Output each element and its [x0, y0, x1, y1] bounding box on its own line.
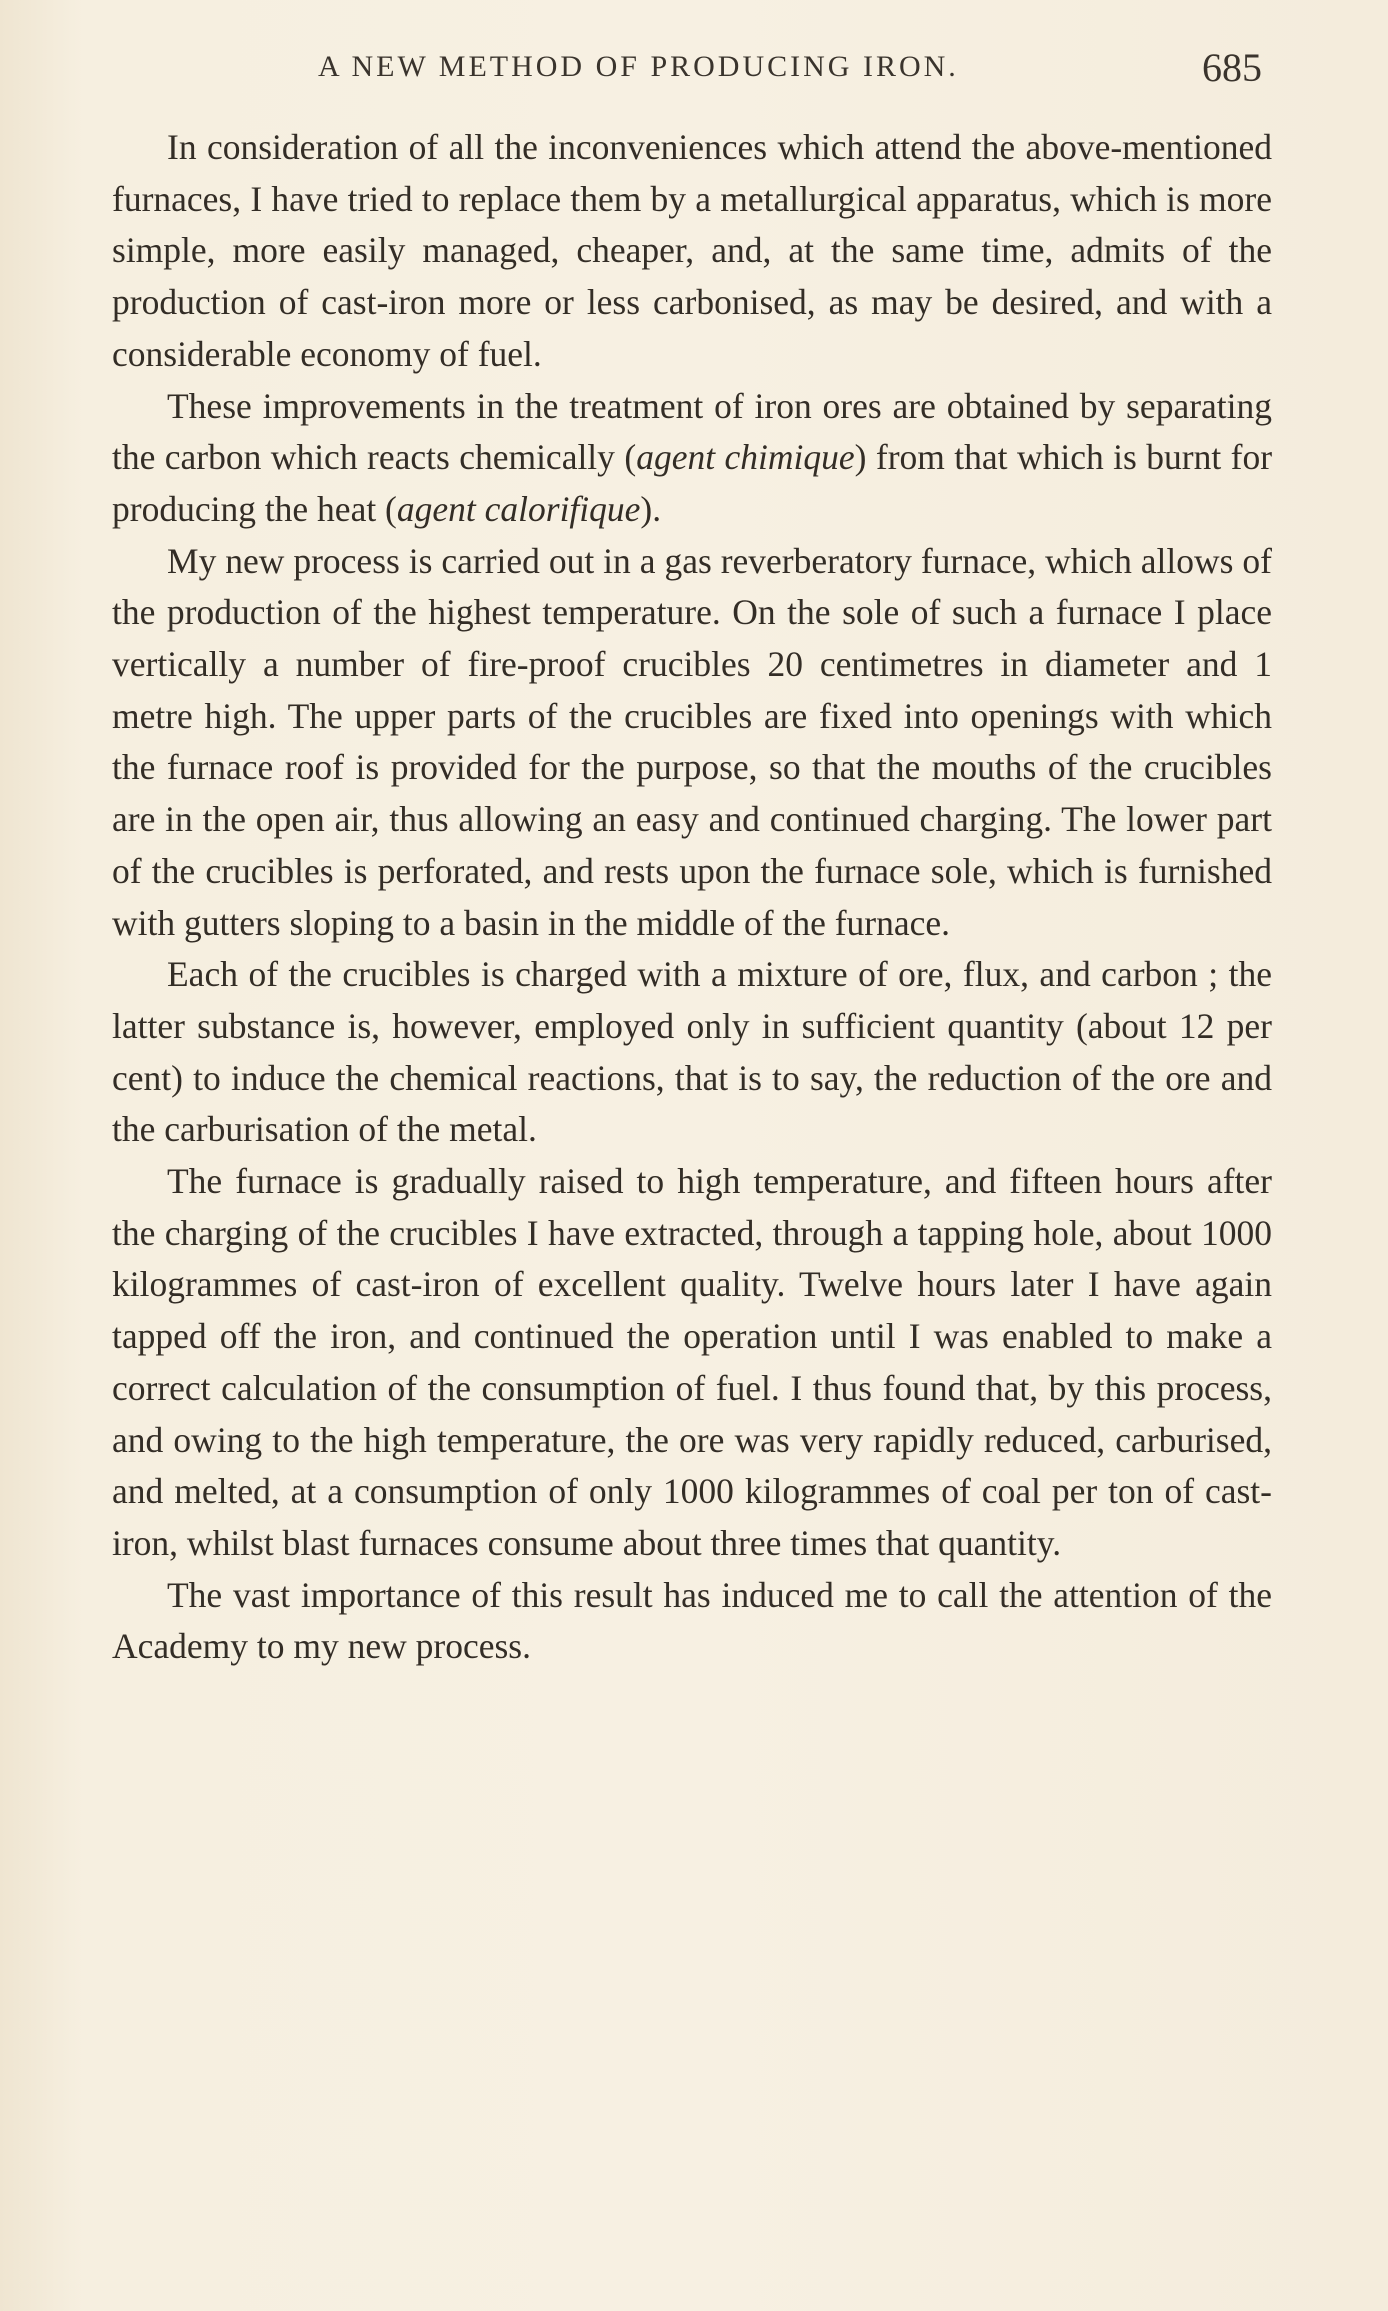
paragraph-1: In consideration of all the inconveniences which attend the above-mentioned furnaces, I have tried to replace them by a metallurgical apparatus, which is more simple, more easily managed, cheaper, and, at the same time, admits of the production of cast-iron more or less carbonised, as may be desired, and with a considerable economy of fuel. — [112, 127, 1272, 374]
running-head-title: A NEW METHOD OF PRODUCING IRON. — [318, 50, 959, 83]
paragraph-2-text-c: ) from that which is burnt for producing the heat ( — [112, 437, 1273, 529]
paragraph-2-text-a: These improvements in the treatment of iron ores are obtained by separating the carbon which reacts chemically ( — [112, 385, 1272, 478]
paragraph-5: The furnace is gradually raised to high temperature, and fifteen hours after the charging of the crucibles I have extracted, through a tapping hole, about 1000 kilogrammes of cast-iron of excellent quality. Twelve hours later I have again tapped off the iron, and continued the operation until I was enabled to make a correct calculation of the consumption of fuel. I thus found that, by this process, and owing to the high temperature, the ore was very rapidly reduced, carburised, and melted, at a consumption of only 1000 kilogrammes of coal per ton of cast-iron, whilst blast furnaces consume about three times that quantity. — [112, 1161, 1272, 1563]
paragraph-2 — [112, 381, 1272, 536]
paragraph-2-text-e: ). — [640, 488, 662, 529]
paragraph-4: Each of the crucibles is charged with a mixture of ore, flux, and carbon ; the latter substance is, however, employed only in sufficient quantity (about 12 per cent) to induce the chemical reactions, that is to say, the reduction of the ore and the carburisation of the metal. — [112, 954, 1272, 1150]
paragraph-6: The vast importance of this result has induced me to call the attention of the Academy to my new process. — [112, 1574, 1272, 1667]
agent-calorifique-term: agent calorifique — [396, 488, 641, 529]
agent-chimique-term: agent chimique — [636, 437, 855, 478]
paragraph-3: My new process is carried out in a gas reverberatory furnace, which allows of the production of the highest temperature. On the sole of such a furnace I place vertically a number of fire-proof crucibles 20 centimetres in diameter and 1 metre high. The upper parts of the crucibles are fixed into openings with which the furnace roof is provided for the purpose, so that the mouths of the crucibles are in the open air, thus allowing an easy and continued charging. The lower part of the crucibles is perforated, and rests upon the furnace sole, which is furnished with gutters sloping to a basin in the middle of the furnace. — [112, 540, 1272, 943]
body-text — [112, 122, 1272, 1673]
page-number: 685 — [1202, 45, 1262, 90]
running-head — [108, 44, 1270, 92]
